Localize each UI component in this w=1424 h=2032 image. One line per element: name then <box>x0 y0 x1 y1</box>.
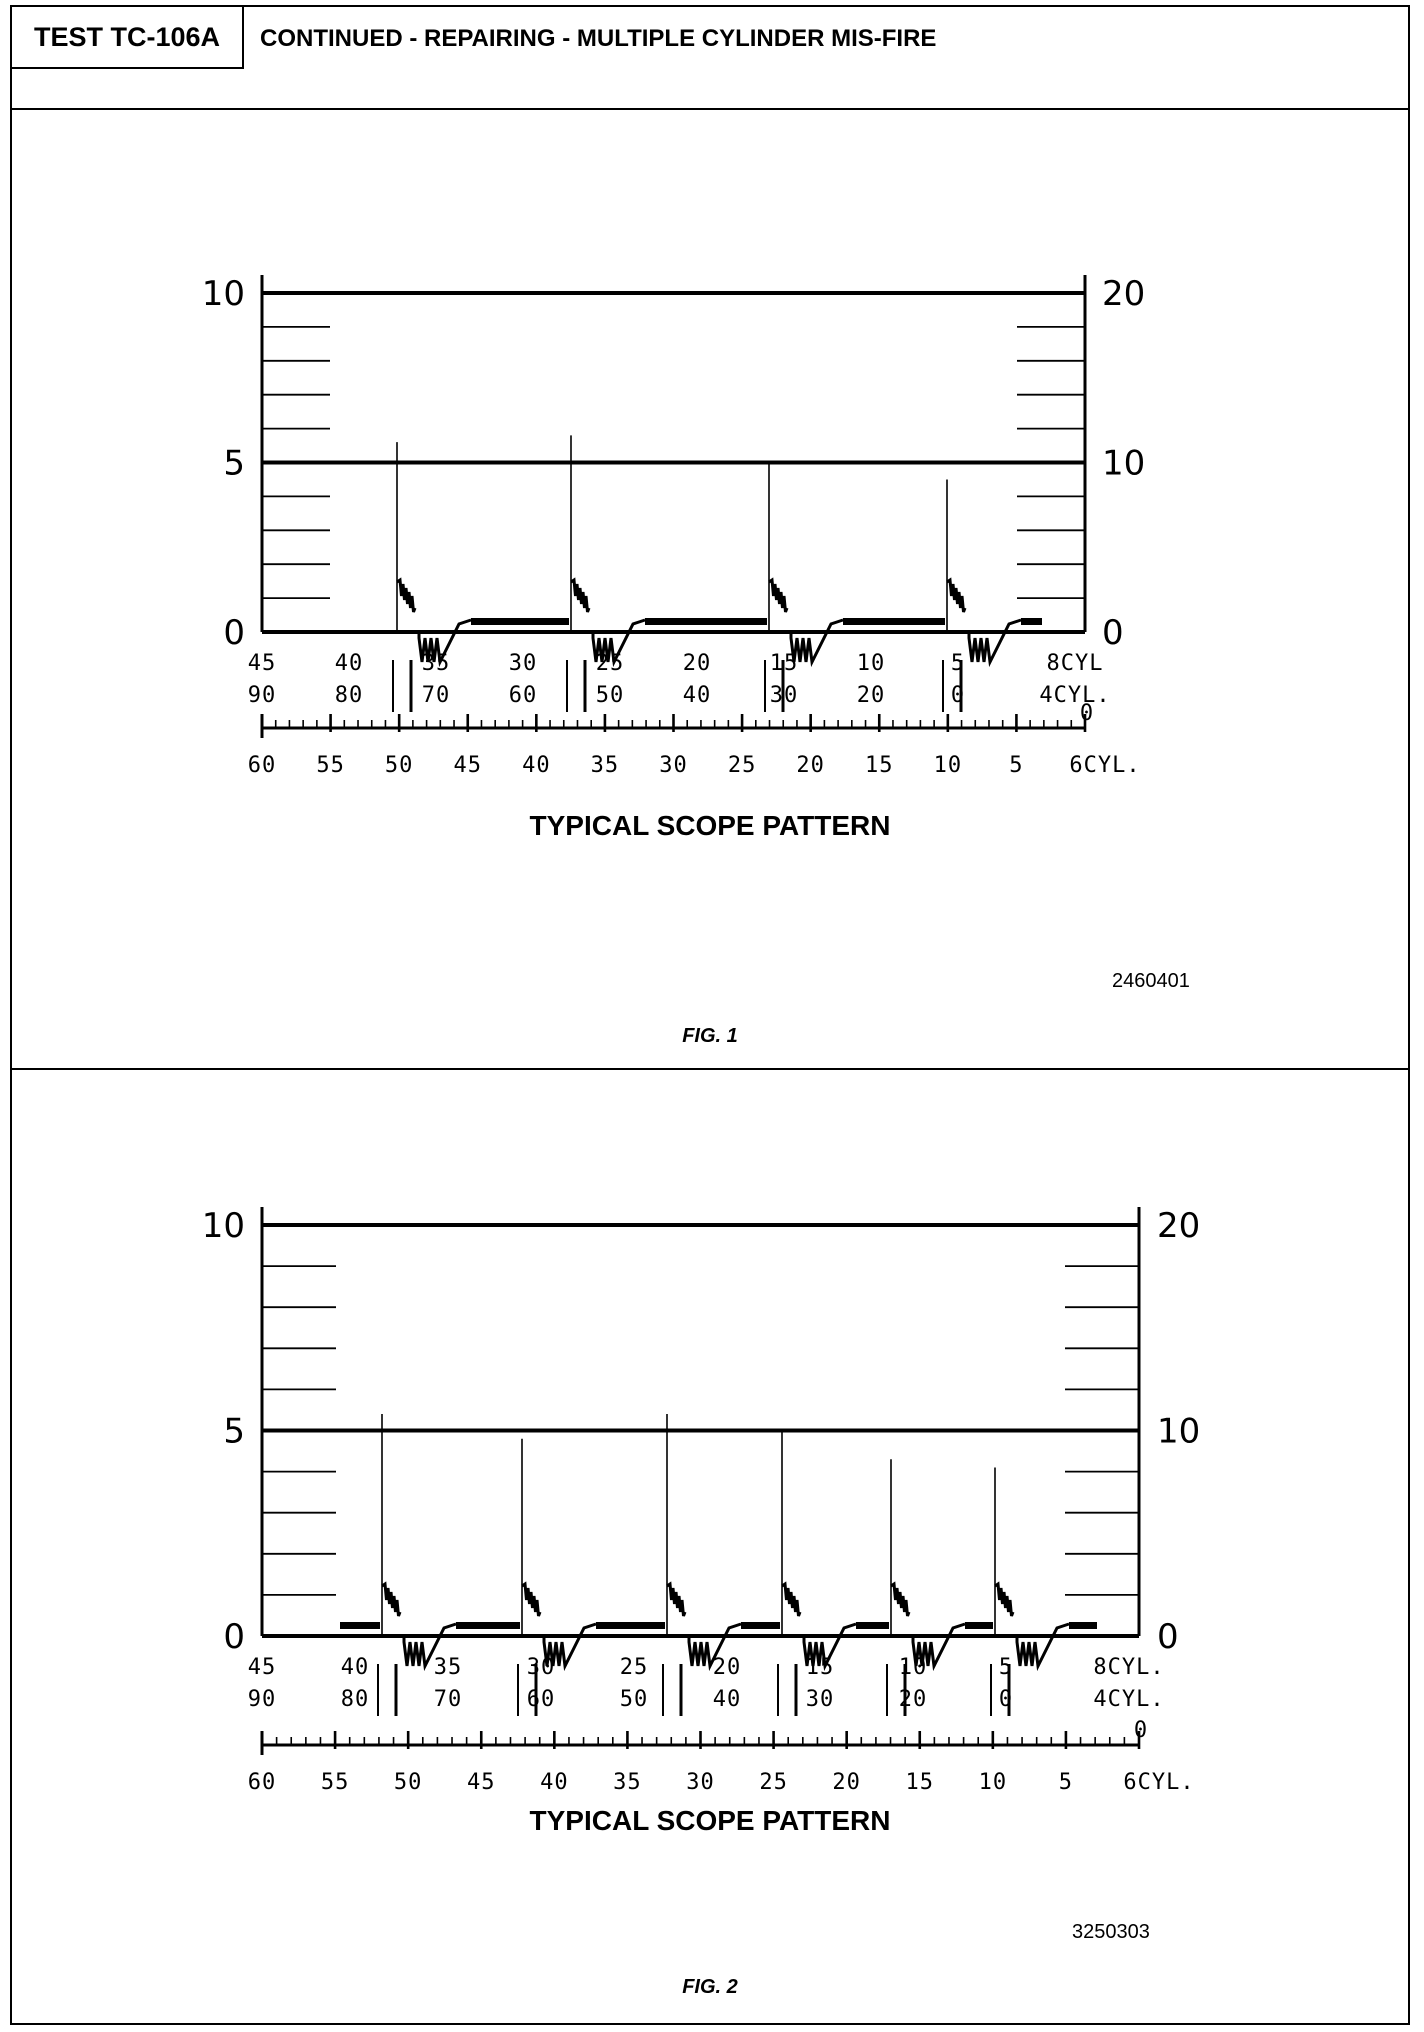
scope-pattern-2 <box>12 1070 1408 1795</box>
scale-8cyl-label: 8CYL. <box>1093 1655 1165 1680</box>
scale-8cyl-label: 15 <box>805 1655 835 1680</box>
scale-4cyl-label: 4CYL. <box>1039 683 1111 708</box>
scale-4cyl-label: 80 <box>340 1687 370 1712</box>
right-axis-label: 10 <box>1157 1411 1201 1452</box>
scale-4cyl-label: 70 <box>421 683 451 708</box>
scope-trace <box>397 435 1042 662</box>
spark-line <box>782 1584 800 1616</box>
left-axis-label: 0 <box>223 613 245 653</box>
dwell-band <box>965 1622 993 1629</box>
scale-6cyl-label: 40 <box>522 753 551 778</box>
scale-6cyl-label: 20 <box>832 1770 861 1795</box>
spark-line <box>667 1584 685 1616</box>
test-id-box: TEST TC-106A <box>12 7 244 69</box>
figure-2-number: 3250303 <box>1072 1921 1150 1943</box>
dwell-band <box>340 1622 380 1629</box>
scale-4cyl-label: 50 <box>619 1687 649 1712</box>
left-axis-label: 10 <box>201 274 245 314</box>
figure-2-label: FIG. 2 <box>682 1976 738 1998</box>
scope-trace <box>340 1414 1097 1666</box>
scale-6cyl-label: 35 <box>590 753 620 778</box>
dwell-band <box>741 1622 780 1629</box>
spark-line <box>382 1584 400 1616</box>
spark-line <box>397 580 415 612</box>
coil-oscillation <box>1017 1624 1069 1666</box>
scale-8cyl-label: 5 <box>950 651 966 676</box>
coil-oscillation <box>791 620 843 662</box>
scale-4cyl-label: 60 <box>508 683 538 708</box>
scale-4cyl-label: 0 <box>950 683 966 708</box>
scale-6cyl-label: 5 <box>1058 1770 1074 1795</box>
spark-line <box>522 1584 540 1616</box>
ruler-zero-label: 0 <box>1079 701 1095 726</box>
scale-6cyl-label: 35 <box>613 1770 642 1795</box>
scale-6cyl-label: 60 <box>247 753 277 778</box>
scale-4cyl-label: 70 <box>433 1687 463 1712</box>
scale-6cyl-label: 45 <box>453 753 482 778</box>
page-header <box>12 7 1408 110</box>
scale-4cyl-label: 40 <box>712 1687 742 1712</box>
scale-8cyl-label: 10 <box>856 651 886 676</box>
scale-4cyl-label: 0 <box>998 1687 1014 1712</box>
scale-8cyl-label: 30 <box>508 651 538 676</box>
scale-4cyl-label: 30 <box>769 683 799 708</box>
scale-8cyl-label: 30 <box>526 1655 556 1680</box>
scale-6cyl-label: 55 <box>316 753 345 778</box>
dwell-band <box>843 618 945 625</box>
spark-line <box>571 580 589 612</box>
scale-8cyl-label: 35 <box>421 651 451 676</box>
scale-6cyl-label: 60 <box>247 1770 277 1795</box>
left-axis-label: 0 <box>223 1617 245 1657</box>
dwell-band <box>596 1622 665 1629</box>
scale-4cyl-label: 30 <box>805 1687 835 1712</box>
spark-line <box>769 580 787 612</box>
scale-4cyl-label: 90 <box>247 1687 277 1712</box>
scale-4cyl-label: 20 <box>898 1687 928 1712</box>
right-axis-label: 0 <box>1102 613 1124 653</box>
figure-1-number: 2460401 <box>1112 970 1190 992</box>
scale-4cyl-label: 90 <box>247 683 277 708</box>
scale-8cyl-label: 10 <box>898 1655 928 1680</box>
scale-6cyl-label: 50 <box>393 1770 423 1795</box>
scale-4cyl-label: 4CYL. <box>1093 1687 1165 1712</box>
left-axis-label: 5 <box>223 443 245 484</box>
scale-4cyl-label: 60 <box>526 1687 556 1712</box>
coil-oscillation <box>969 620 1021 662</box>
scale-4cyl-label: 20 <box>856 683 886 708</box>
scale-8cyl-label: 25 <box>619 1655 649 1680</box>
dwell-band <box>645 618 767 625</box>
scale-8cyl-label: 40 <box>334 651 364 676</box>
scale-6cyl-label: 25 <box>727 753 757 778</box>
spark-line <box>891 1584 909 1616</box>
scale-6cyl-label: 55 <box>320 1770 350 1795</box>
right-axis-label: 20 <box>1157 1206 1201 1246</box>
scale-8cyl-label: 45 <box>247 651 277 676</box>
dwell-band <box>856 1622 889 1629</box>
page-sheet <box>10 5 1410 2025</box>
figure-2-panel <box>12 1070 1408 2023</box>
right-axis-label: 10 <box>1102 443 1146 484</box>
scale-8cyl-label: 5 <box>998 1655 1014 1680</box>
dwell-band <box>456 1622 520 1629</box>
scale-8cyl-label: 15 <box>769 651 799 676</box>
figure-1-label: FIG. 1 <box>682 1025 738 1047</box>
scale-4cyl-label: 80 <box>334 683 364 708</box>
figure-2-caption: TYPICAL SCOPE PATTERN <box>529 1805 891 1836</box>
header-title: CONTINUED - REPAIRING - MULTIPLE CYLINDER MIS-FIRE <box>260 25 937 52</box>
scale-8cyl-label: 35 <box>433 1655 463 1680</box>
scale-6cyl-label: 10 <box>978 1770 1008 1795</box>
right-axis-label: 20 <box>1102 274 1146 314</box>
scale-6cyl-label: 40 <box>540 1770 569 1795</box>
scale-6cyl-label: 20 <box>796 753 825 778</box>
scale-8cyl-label: 20 <box>712 1655 742 1680</box>
scale-8cyl-label: 8CYL <box>1046 651 1104 676</box>
scale-8cyl-label: 40 <box>340 1655 370 1680</box>
dwell-band <box>1069 1622 1097 1629</box>
scale-8cyl-label: 20 <box>682 651 712 676</box>
scale-4cyl-label: 40 <box>682 683 712 708</box>
figure-1-panel <box>12 110 1408 1070</box>
figure-1-caption: TYPICAL SCOPE PATTERN <box>529 810 891 841</box>
dwell-band <box>1021 618 1042 625</box>
dwell-band <box>471 618 569 625</box>
scale-6cyl-label: 10 <box>933 753 963 778</box>
scale-6cyl-label: 15 <box>905 1770 934 1795</box>
left-axis-label: 10 <box>201 1206 245 1246</box>
right-axis-label: 0 <box>1157 1617 1179 1657</box>
scale-6cyl-label: 25 <box>759 1770 788 1795</box>
scale-4cyl-label: 50 <box>595 683 625 708</box>
scale-6cyl-label: 6CYL. <box>1123 1770 1195 1795</box>
scope-pattern-1 <box>12 110 1408 810</box>
left-axis-label: 5 <box>223 1411 245 1452</box>
scale-6cyl-label: 50 <box>384 753 414 778</box>
ruler-zero-label: 0 <box>1133 1718 1149 1743</box>
spark-line <box>995 1584 1013 1616</box>
scale-8cyl-label: 25 <box>595 651 625 676</box>
scale-6cyl-label: 45 <box>467 1770 496 1795</box>
scale-6cyl-label: 15 <box>865 753 894 778</box>
scale-8cyl-label: 45 <box>247 1655 277 1680</box>
spark-line <box>947 580 965 612</box>
scale-6cyl-label: 6CYL. <box>1069 753 1141 778</box>
scale-6cyl-label: 30 <box>659 753 688 778</box>
scale-6cyl-label: 30 <box>686 1770 715 1795</box>
scale-6cyl-label: 5 <box>1009 753 1024 778</box>
